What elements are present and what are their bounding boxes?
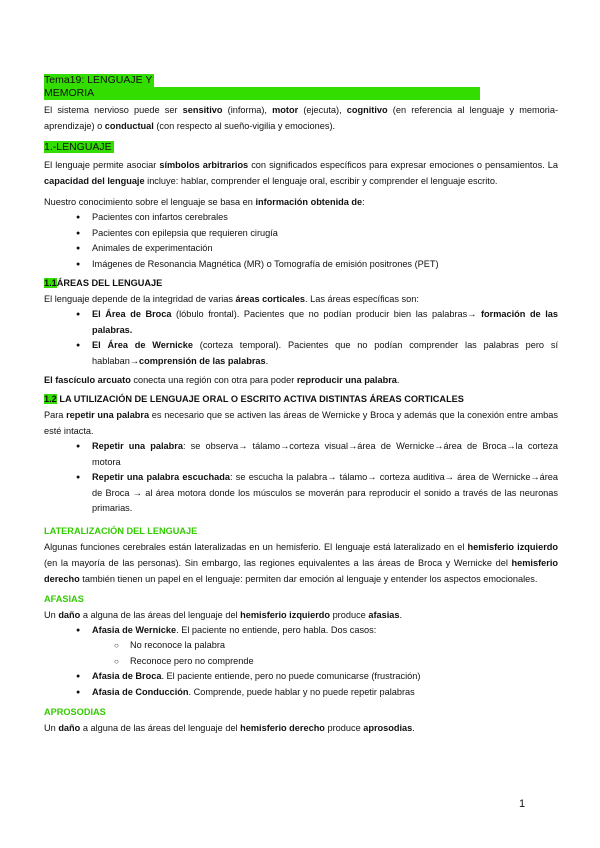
lateralization-paragraph: Algunas funciones cerebrales están lateralizadas en un hemisferio. El lenguaje está lateralizado en el hemisferio izquierdo (en la mayoría de las personas). Sin embargo, las regiones equivalentes a las áreas de Broca y Wernicke del hemisferio derecho también tienen un papel en el lenguaje: permiten dar emoción al lenguaje y entender los aspectos emocionales. — [44, 541, 558, 584]
afasias-heading: AFASIAS — [44, 593, 84, 604]
afasias-paragraph: Un daño a alguna de las áreas del lenguaje del hemisferio izquierdo produce afasias. — [44, 609, 403, 620]
afasias-list — [44, 623, 558, 639]
section-1-1-heading: 1.1ÁREAS DEL LENGUAJE — [44, 278, 163, 288]
title-line-1: Tema19: LENGUAJE Y — [44, 74, 153, 86]
list-item: ● Pacientes con infartos cerebrales — [44, 210, 558, 226]
utilization-list — [44, 439, 558, 517]
knowledge-list — [44, 210, 558, 272]
afasias-sublist — [44, 638, 558, 669]
section-1-2-heading: 1.2 LA UTILIZACIÓN DE LENGUAJE ORAL O ESCRITO ACTIVA DISTINTAS ÁREAS CORTICALES — [44, 394, 464, 404]
list-item: ● Animales de experimentación — [44, 241, 558, 257]
aprosodias-heading: APROSODIAS — [44, 707, 106, 717]
list-item: ● Pacientes con epilepsia que requieren cirugía — [44, 226, 558, 242]
sublist-item: ○ No reconoce la palabra — [44, 638, 558, 654]
list-item-wernicke: ● El Área de Wernicke (corteza temporal). Pacientes que no podían comprender las palabras pero sí hablaban→comprensión de las palabras. — [44, 338, 558, 369]
sublist-item: ○ Reconoce pero no comprende — [44, 654, 558, 670]
list-item: ● Imágenes de Resonancia Magnética (MR) o Tomografía de emisión positrones (PET) — [44, 257, 558, 273]
section-1-heading: 1.-LENGUAJE — [44, 141, 112, 153]
document-title — [44, 74, 558, 100]
list-item-repeat-word: ● Repetir una palabra: se observa→ tálamo→corteza visual→área de Wernicke→área de Broca→la corteza motora — [44, 439, 558, 470]
page-number: 1 — [519, 798, 526, 810]
document-page — [44, 74, 558, 736]
list-item-afasia-conduccion: ● Afasia de Conducción. Comprende, puede hablar y no puede repetir palabras — [44, 685, 558, 701]
lateralization-heading: LATERALIZACIÓN DEL LENGUAJE — [44, 525, 198, 536]
list-item-repeat-heard-word: ● Repetir una palabra escuchada: se escucha la palabra→ tálamo→ corteza auditiva→ área de Wernicke→área de Broca → al área motora donde los músculos se moverán para reproducir el sonido a través de las neuronas primarias. — [44, 470, 558, 517]
utilization-paragraph: Para repetir una palabra es necesario que se activen las áreas de Wernicke y Broca y además que la conexión entre ambas esté intacta. — [44, 410, 558, 436]
aprosodias-paragraph: Un daño a alguna de las áreas del lenguaje del hemisferio derecho produce aprosodias. — [44, 723, 415, 733]
intro-paragraph: El sistema nervioso puede ser sensitivo (informa), motor (ejecuta), cognitivo (en referencia al lenguaje y memoria-aprendizaje) o conductual (con respecto al sueño-vigilia y emociones). — [44, 105, 559, 131]
title-line-2: MEMORIA — [44, 87, 480, 100]
list-item-broca: ● El Área de Broca (lóbulo frontal). Pacientes que no podían producir bien las palabras→ formación de las palabras. — [44, 307, 558, 338]
language-paragraph: El lenguaje permite asociar símbolos arbitrarios con significados específicos para expresar emociones o pensamientos. La capacidad del lenguaje incluye: hablar, comprender el lenguaje oral, escribir y comprender el lenguaje escrito. — [44, 160, 559, 186]
fasciculo-paragraph: El fascículo arcuato conecta una región con otra para poder reproducir una palabra. — [44, 375, 400, 385]
areas-paragraph: El lenguaje depende de la integridad de varias áreas corticales. Las áreas específicas son: — [44, 294, 419, 304]
knowledge-paragraph: Nuestro conocimiento sobre el lenguaje se basa en información obtenida de: — [44, 197, 365, 207]
areas-list — [44, 307, 558, 369]
list-item-afasia-wernicke: ● Afasia de Wernicke. El paciente no entiende, pero habla. Dos casos: — [44, 623, 558, 639]
list-item-afasia-broca: ● Afasia de Broca. El paciente entiende, pero no puede comunicarse (frustración) — [44, 669, 558, 685]
afasias-list-2 — [44, 669, 558, 700]
